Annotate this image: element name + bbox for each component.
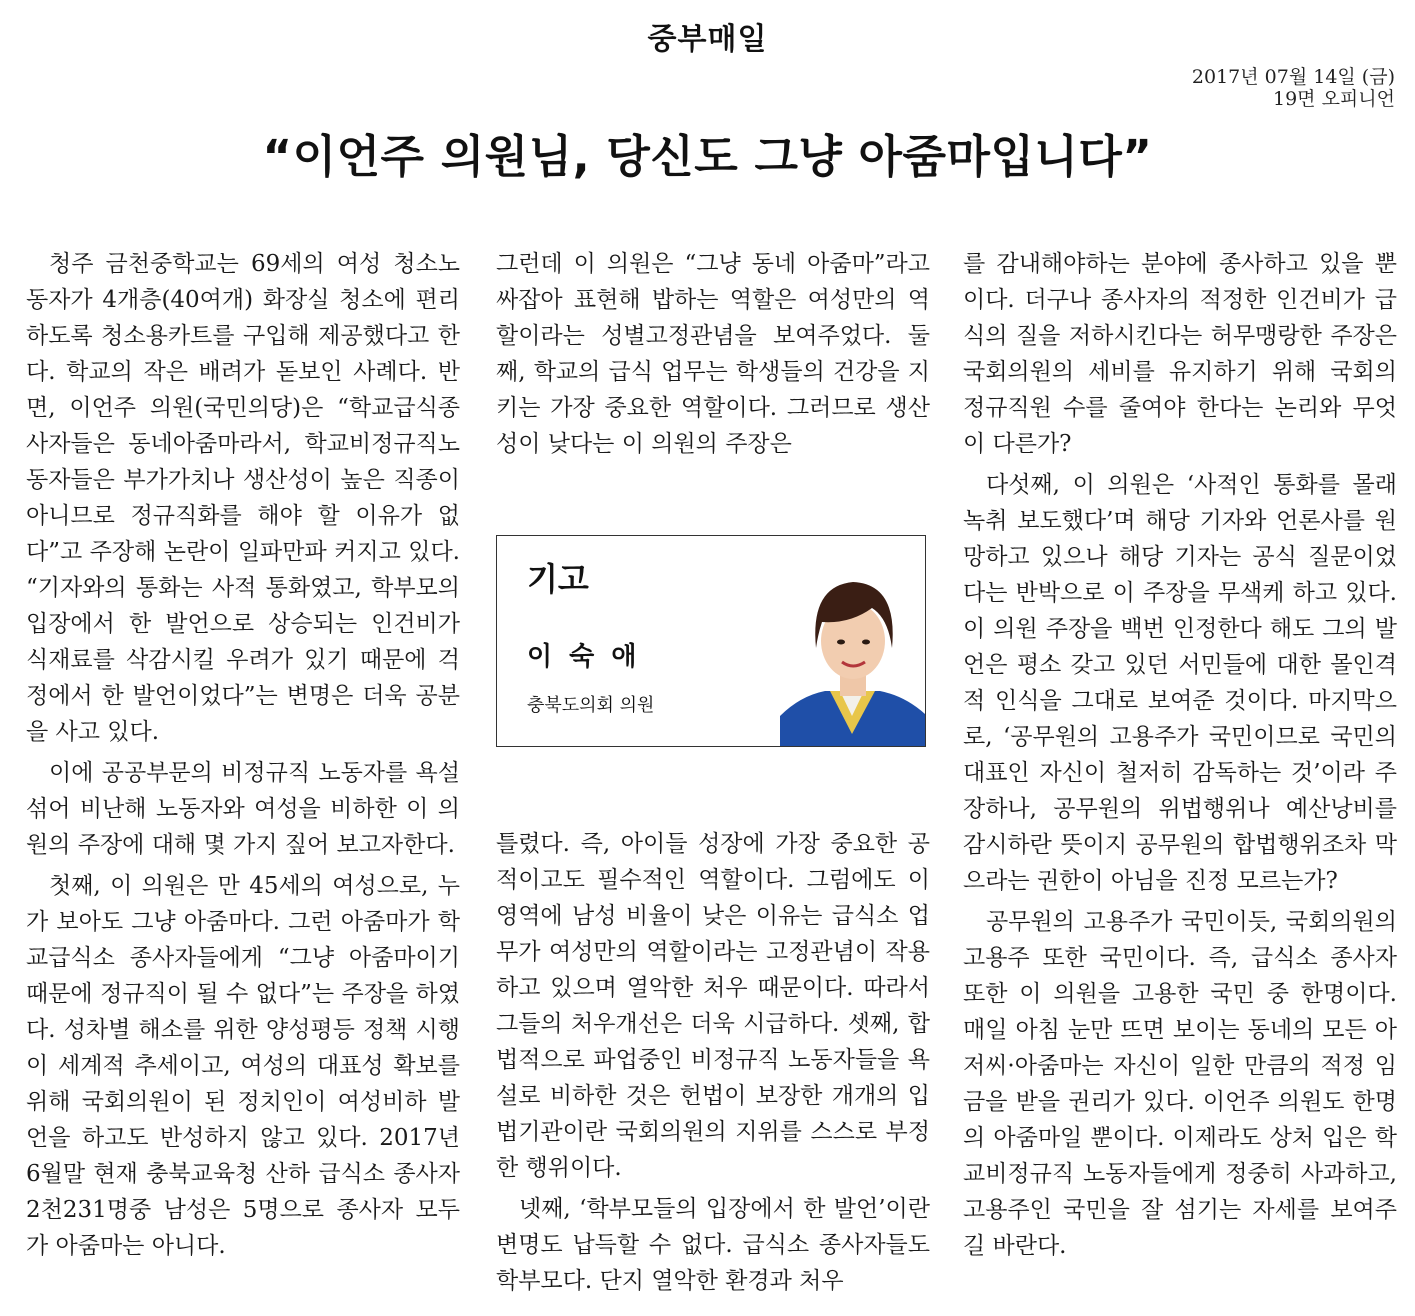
paragraph: 공무원의 고용주가 국민이듯, 국회의원의 고용주 또한 국민이다. 즉, 급식소 종사자 또한 이 의원을 고용한 국민 중 한명이다. 매일 아침 눈만 뜨면 보이는 동네의 모든 아저씨·아줌마는 자신이 일한 만큼의 적정 임금을 받을 권리가 있다. 이언주 의원도 한명의 아줌마일 뿐이다. 이제라도 상처 입은 학교비정규직 노동자들에게 정중히 사과하고, 고용주인 국민을 잘 섬기는 자세를 보여주길 바란다.	[963, 909, 1397, 1259]
author-title: 충북도의회 의원	[527, 695, 655, 716]
issue-section: 19면 오피니언	[1273, 88, 1395, 110]
paragraph: 이에 공공부문의 비정규직 노동자를 욕설 섞어 비난해 노동자와 여성을 비하한 이 의원의 주장에 대해 몇 가지 짚어 보고자한다.	[26, 760, 460, 858]
contributor-box	[496, 535, 926, 747]
paragraph: 첫째, 이 의원은 만 45세의 여성으로, 누가 보아도 그냥 아줌마다. 그런 아줌마가 학교급식소 종사자들에게 “그냥 아줌마이기 때문에 정규직이 될 수 없다”는 주장을 하였다. 성차별 해소를 위한 양성평등 정책 시행이 세계적 추세이고, 여성의 대표성 확보를 위해 국회의원이 된 정치인이 여성비하 발언을 하고도 반성하지 않고 있다. 2017년 6월말 현재 충북교육청 산하 급식소 종사자 2천231명중 남성은 5명으로 종사자 모두가 아줌마는 아니다.	[26, 873, 460, 1259]
article-column-2-top	[496, 246, 930, 467]
article-column-3	[963, 246, 1397, 1269]
issue-date: 2017년 07월 14일 (금)	[1191, 66, 1395, 88]
paragraph: 그런데 이 의원은 “그냥 동네 아줌마”라고 싸잡아 표현해 밥하는 역할은 여성만의 역할이라는 성별고정관념을 보여주었다. 둘째, 학교의 급식 업무는 학생들의 건강을 지키는 가장 중요한 역할이다. 그러므로 생산성이 낮다는 이 의원의 주장은	[496, 251, 930, 457]
paragraph: 넷째, ‘학부모들의 입장에서 한 발언’이란 변명도 납득할 수 없다. 급식소 종사자들도 학부모다. 단지 열악한 환경과 처우	[496, 1196, 930, 1294]
author-name: 이 숙 애	[527, 642, 641, 672]
contribution-label: 기고	[527, 560, 589, 598]
paragraph: 다섯째, 이 의원은 ‘사적인 통화를 몰래 녹취 보도했다’며 해당 기자와 언론사를 원망하고 있으나 해당 기자는 공식 질문이었다는 반박으로 이 주장을 무색케 하고 있다. 이 의원 주장을 백번 인정한다 해도 그의 발언은 평소 갖고 있던 서민들에 대한 몰인격적 인식을 그대로 보여준 것이다. 마지막으로, ‘공무원의 고용주가 국민이므로 국민의 대표인 자신이 철저히 감독하는 것’이라 주장하나, 공무원의 위법행위나 예산낭비를 감시하란 뜻이지 공무원의 합법행위조차 막으라는 권한이 아님을 진정 모르는가?	[963, 472, 1397, 894]
paragraph: 틀렸다. 즉, 아이들 성장에 가장 중요한 공적이고도 필수적인 역할이다. 그럼에도 이 영역에 남성 비율이 낮은 이유는 급식소 업무가 여성만의 역할이라는 고정관념이 작용하고 있으며 열악한 처우 때문이다. 따라서 그들의 처우개선은 더욱 시급하다. 셋째, 합법적으로 파업중인 비정규직 노동자들을 욕설로 비하한 것은 헌법이 보장한 개개의 입법기관이란 국회의원의 지위를 스스로 부정한 행위이다.	[496, 831, 930, 1181]
article-headline: “이언주 의원님, 당신도 그냥 아줌마입니다”	[262, 130, 1153, 183]
article-column-1	[26, 246, 460, 1269]
paragraph: 를 감내해야하는 분야에 종사하고 있을 뿐이다. 더구나 종사자의 적정한 인건비가 급식의 질을 저하시킨다는 허무맹랑한 주장은 국회의원의 세비를 유지하기 위해 국회의 정규직원 수를 줄여야 한다는 논리와 무엇이 다른가?	[963, 251, 1397, 457]
masthead-logo	[0, 14, 1415, 58]
paragraph: 청주 금천중학교는 69세의 여성 청소노동자가 4개층(40여개) 화장실 청소에 편리하도록 청소용카트를 구입해 제공했다고 한다. 학교의 작은 배려가 돋보인 사례다. 반면, 이언주 의원(국민의당)은 “학교급식종사자들은 동네아줌마라서, 학교비정규직노동자들은 부가가치나 생산성이 높은 직종이 아니므로 정규직화를 해야 할 이유가 없다”고 주장해 논란이 일파만파 커지고 있다. “기자와의 통화는 사적 통화였고, 학부모의 입장에서 한 발언으로 상승되는 인건비가 식재료를 삭감시킬 우려가 있기 때문에 걱정에서 한 발언이었다”는 변명은 더욱 공분을 사고 있다.	[26, 251, 460, 745]
logo-text-part1: 중부	[647, 22, 708, 57]
issue-meta	[1192, 66, 1395, 110]
logo-text-part2: 매일	[707, 22, 768, 57]
author-photo	[780, 556, 925, 746]
article-column-2-bottom	[496, 826, 930, 1304]
